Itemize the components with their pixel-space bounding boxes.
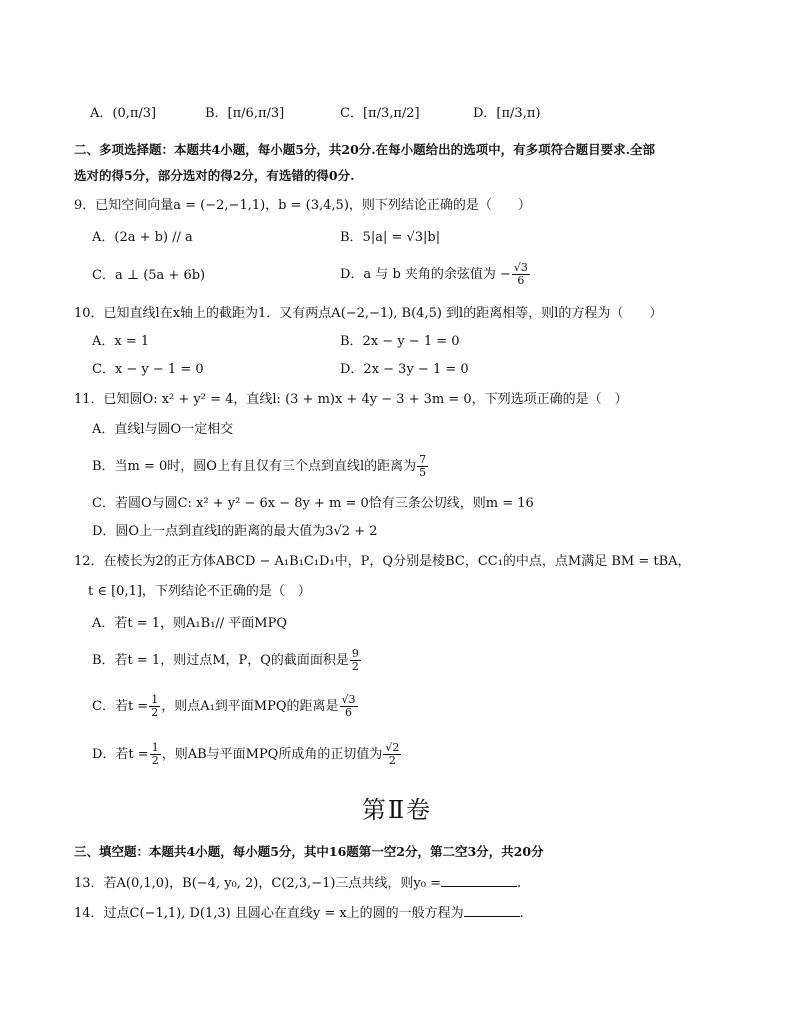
fraction-denominator: 6 (345, 706, 353, 719)
fraction-denominator: 2 (151, 754, 159, 767)
q13-line (74, 872, 521, 894)
q12-option-d-fraction (383, 742, 401, 767)
fraction-denominator: 6 (517, 274, 525, 287)
q12-option-b-text: B．若t = 1，则过点M，P，Q的截面面积是 (92, 653, 349, 668)
q10-option-b: B．2x − y − 1 = 0 (340, 334, 460, 349)
q8-option-c: C．[π/3,π/2] (340, 106, 420, 121)
fraction-numerator: 7 (419, 453, 427, 466)
q12-option-c (92, 694, 359, 719)
q9-option-d (340, 262, 531, 287)
q11-option-a: A．直线l与圆O一定相交 (92, 422, 234, 437)
q11-option-b (92, 454, 429, 479)
fraction-numerator: √3 (341, 693, 356, 706)
q9-option-b: B．5|a| = √3|b| (340, 230, 441, 245)
q10-option-d: D．2x − 3y − 1 = 0 (340, 362, 469, 377)
q12-option-d-mid: ，则AB与平面MPQ所成角的正切值为 (161, 747, 383, 762)
q11-option-b-text: B．当m = 0时，圆O上有且仅有三个点到直线l的距离为 (92, 459, 417, 474)
section2-heading-line1: 二、多项选择题：本题共4小题，每小题5分，共20分.在每小题给出的选项中，有多项符合题目要求.全部 (74, 142, 655, 157)
section2-heading-line2: 选对的得5分，部分选对的得2分，有选错的得0分. (74, 168, 355, 183)
q12-option-a: A．若t = 1，则A₁B₁// 平面MPQ (92, 616, 288, 631)
q8-option-d: D．[π/3,π) (473, 106, 541, 121)
fraction-numerator: 9 (351, 647, 359, 660)
q12-stem-line2: t ∈ [0,1]，下列结论不正确的是（ ） (88, 584, 311, 599)
q10-option-a: A．x = 1 (92, 334, 150, 349)
q12-option-c-t-fraction (149, 694, 160, 719)
fraction-numerator: √2 (385, 741, 400, 754)
volume2-title: 第Ⅱ卷 (361, 796, 433, 824)
q12-option-b (92, 648, 362, 673)
q13-end: . (517, 876, 522, 891)
fraction-numerator: 1 (151, 741, 159, 754)
fraction-denominator: 2 (388, 754, 396, 767)
q10-option-c: C．x − y − 1 = 0 (92, 362, 204, 377)
q11-option-c: C．若圆O与圆C: x² + y² − 6x − 8y + m = 0恰有三条公切线，则m = 16 (92, 496, 534, 511)
q12-option-c-text: C．若t = (92, 699, 149, 714)
q9-stem: 9．已知空间向量a = (−2,−1,1)，b = (3,4,5)，则下列结论正确的是（ ） (74, 198, 531, 213)
section3-heading: 三、填空题：本题共4小题，每小题5分，其中16题第一空2分，第二空3分，共20分 (74, 844, 544, 859)
fraction-denominator: 5 (419, 466, 427, 479)
fraction-numerator: 1 (151, 693, 159, 706)
q14-answer-blank[interactable] (464, 902, 520, 917)
q13-answer-blank[interactable] (441, 872, 517, 887)
q9-option-d-text: D．a 与 b 夹角的余弦值为 − (340, 267, 511, 282)
q9-option-c: C．a ⊥ (5a + 6b) (92, 268, 206, 283)
q12-option-b-fraction (350, 648, 361, 673)
q12-stem-line1: 12．在棱长为2的正方体ABCD − A₁B₁C₁D₁中，P，Q分别是棱BC，CC₁的中点，点M满足 BM = tBA， (74, 554, 691, 569)
q11-option-b-fraction (417, 454, 428, 479)
q13-stem: 13．若A(0,1,0)，B(−4, y₀, 2)，C(2,3,−1)三点共线，则y₀ = (74, 876, 442, 891)
q14-end: . (519, 906, 524, 921)
q11-option-d: D．圆O上一点到直线l的距离的最大值为3√2 + 2 (92, 524, 378, 539)
fraction-numerator: √3 (513, 261, 528, 274)
q9-option-d-fraction (512, 262, 530, 287)
q12-option-d (92, 742, 402, 767)
q12-option-d-text: D．若t = (92, 747, 149, 762)
q12-option-c-fraction (340, 694, 358, 719)
q8-option-b: B．[π/6,π/3] (205, 106, 285, 121)
q8-option-a: A．(0,π/3] (90, 106, 157, 121)
q12-option-d-t-fraction (150, 742, 161, 767)
q14-stem: 14．过点C(−1,1), D(1,3) 且圆心在直线y = x上的圆的一般方程为 (74, 906, 464, 921)
q9-option-a: A．(2a + b) // a (92, 230, 193, 245)
fraction-denominator: 2 (351, 660, 359, 673)
q12-option-c-mid: ，则点A₁到平面MPQ的距离是 (161, 699, 339, 714)
q14-line (74, 902, 524, 924)
fraction-denominator: 2 (151, 706, 159, 719)
q10-stem: 10．已知直线l在x轴上的截距为1．又有两点A(−2,−1), B(4,5) 到l的距离相等，则l的方程为（ ） (74, 306, 663, 321)
q11-stem: 11．已知圆O: x² + y² = 4，直线l: (3 + m)x + 4y − 3 + 3m = 0，下列选项正确的是（ ） (74, 392, 628, 407)
